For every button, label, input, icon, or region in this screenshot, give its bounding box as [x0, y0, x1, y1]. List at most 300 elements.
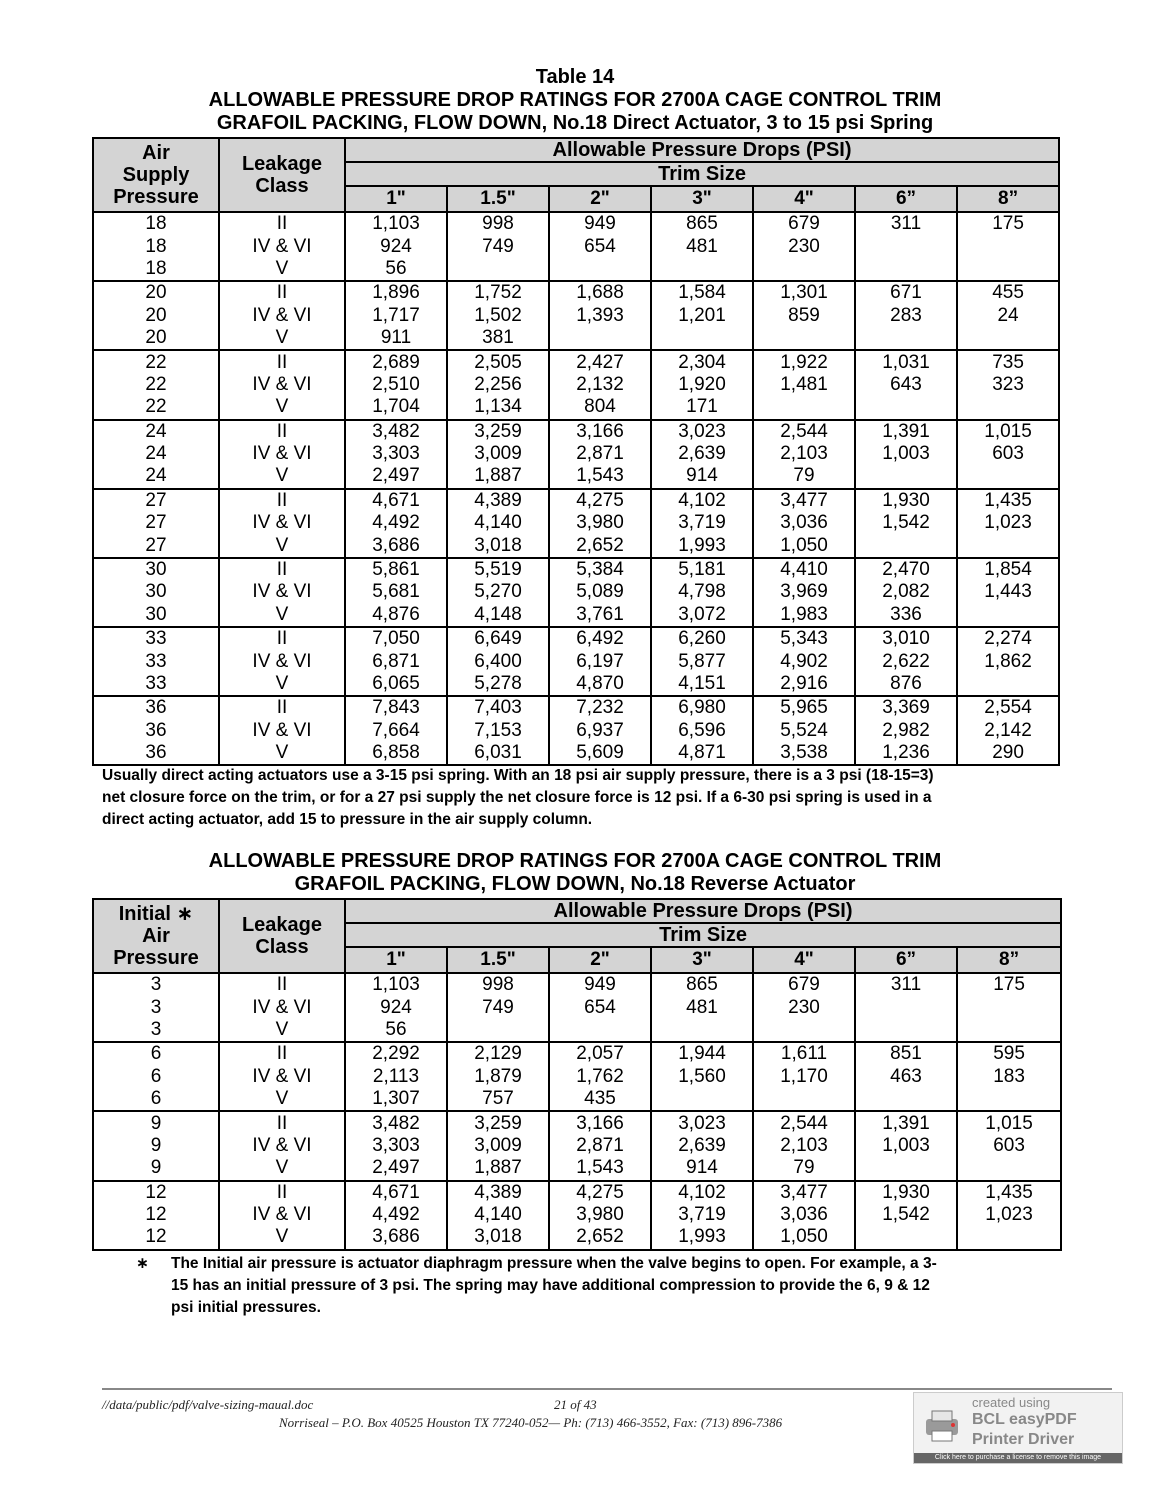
- pressure-drop-cell: 1,611: [753, 1042, 855, 1065]
- table1-title-line2: GRAFOIL PACKING, FLOW DOWN, No.18 Direct Actuator, 3 to 15 psi Spring: [216, 112, 934, 134]
- pressure-drop-cell: [957, 465, 1059, 488]
- table2-note-line: psi initial pressures.: [171, 1299, 321, 1316]
- leakage-class-cell: V: [219, 673, 345, 696]
- table-row: [93, 420, 1059, 443]
- trim-size-col: 4": [753, 947, 855, 973]
- pressure-drop-cell: [753, 396, 855, 419]
- table1-caption: Table 14: [535, 66, 615, 88]
- pressure-cell: 3: [93, 973, 219, 996]
- pressure-drop-cell: 654: [549, 235, 651, 257]
- pressure-drop-cell: 1,023: [957, 512, 1059, 534]
- pressure-drop-cell: 311: [855, 973, 957, 996]
- pressure-drop-cell: 7,843: [345, 696, 447, 719]
- leakage-class-cell: II: [219, 489, 345, 512]
- easypdf-badge[interactable]: [913, 1392, 1123, 1464]
- pressure-drop-cell: 4,492: [345, 512, 447, 534]
- trim-size-col: 8”: [957, 947, 1061, 973]
- pressure-drop-cell: 435: [549, 1088, 651, 1111]
- pressure-drop-cell: 3,259: [447, 420, 549, 443]
- pressure-drop-cell: 1,481: [753, 374, 855, 396]
- pressure-drop-cell: 2,103: [753, 443, 855, 465]
- table-row: [93, 1019, 1061, 1042]
- pressure-drop-cell: 6,596: [651, 720, 753, 742]
- pressure-drop-cell: [651, 1088, 753, 1111]
- leakage-class-cell: II: [219, 420, 345, 443]
- pressure-drop-cell: [855, 258, 957, 281]
- pressure-drop-cell: 6,871: [345, 650, 447, 672]
- pressure-cell: 6: [93, 1042, 219, 1065]
- pressure-drop-cell: 1,015: [957, 420, 1059, 443]
- pressure-drop-cell: 3,482: [345, 1111, 447, 1134]
- table-row: [93, 489, 1059, 512]
- pressure-cell: 24: [93, 443, 219, 465]
- pressure-drop-cell: [855, 235, 957, 257]
- pressure-cell: 18: [93, 235, 219, 257]
- leakage-class-cell: V: [219, 327, 345, 350]
- pressure-drop-cell: [549, 327, 651, 350]
- table-row: [93, 996, 1061, 1018]
- pressure-drop-cell: [855, 1157, 957, 1180]
- table-row: [93, 558, 1059, 581]
- pressure-drop-cell: 3,369: [855, 696, 957, 719]
- pressure-drop-cell: 1,879: [447, 1066, 549, 1088]
- pressure-drop-cell: 2,871: [549, 1135, 651, 1157]
- trim-size-col: 1": [345, 186, 447, 212]
- pressure-drop-cell: 1,887: [447, 465, 549, 488]
- leakage-class-cell: V: [219, 1019, 345, 1042]
- pressure-cell: 30: [93, 558, 219, 581]
- pressure-drop-cell: 3,018: [447, 1226, 549, 1249]
- table-row: [93, 1226, 1061, 1249]
- pressure-drop-cell: 3,303: [345, 1135, 447, 1157]
- pressure-drop-cell: 1,543: [549, 1157, 651, 1180]
- pressure-cell: 18: [93, 258, 219, 281]
- table-row: [93, 212, 1059, 235]
- pressure-drop-cell: 7,050: [345, 627, 447, 650]
- table-row: [93, 604, 1059, 627]
- pressure-drop-cell: 757: [447, 1088, 549, 1111]
- table-row: [93, 258, 1059, 281]
- pressure-drop-cell: 914: [651, 465, 753, 488]
- pressure-drop-cell: 1,688: [549, 281, 651, 304]
- pressure-drop-cell: [957, 604, 1059, 627]
- pressure-drop-cell: 2,652: [549, 534, 651, 557]
- pressure-drop-cell: [855, 465, 957, 488]
- pressure-drop-cell: 5,609: [549, 742, 651, 765]
- pressure-drop-cell: [447, 258, 549, 281]
- pressure-drop-cell: 2,129: [447, 1042, 549, 1065]
- pressure-drop-cell: 949: [549, 212, 651, 235]
- pressure-drop-cell: 6,031: [447, 742, 549, 765]
- pressure-drop-cell: 865: [651, 212, 753, 235]
- pressure-drop-cell: 1,170: [753, 1066, 855, 1088]
- pressure-drop-cell: 1,103: [345, 212, 447, 235]
- table-row: [93, 742, 1059, 765]
- pressure-drop-cell: 1,930: [855, 1181, 957, 1204]
- trim-size-col: 1.5": [447, 947, 549, 973]
- pressure-drop-cell: 865: [651, 973, 753, 996]
- pressure-drop-cell: 1,862: [957, 650, 1059, 672]
- pressure-drop-cell: 949: [549, 973, 651, 996]
- table1-note-line: Usually direct acting actuators use a 3-15 psi spring. With an 18 psi air supply pressure, there is a 3 psi (18-15=3): [102, 767, 934, 784]
- pressure-drop-cell: 455: [957, 281, 1059, 304]
- pressure-drop-cell: 3,719: [651, 1204, 753, 1226]
- pressure-drop-cell: [957, 996, 1061, 1018]
- pressure-drop-cell: [855, 1019, 957, 1042]
- leakage-class-cell: V: [219, 604, 345, 627]
- table2: [92, 898, 1062, 1251]
- pressure-cell: 6: [93, 1066, 219, 1088]
- table-row: [93, 235, 1059, 257]
- table1-note-line: direct acting actuator, add 15 to pressure in the air supply column.: [102, 811, 593, 828]
- pressure-drop-cell: 1,922: [753, 350, 855, 373]
- pressure-drop-cell: 3,477: [753, 489, 855, 512]
- pressure-drop-cell: 3,538: [753, 742, 855, 765]
- pressure-drop-cell: 4,102: [651, 489, 753, 512]
- pressure-drop-cell: 3,969: [753, 581, 855, 603]
- badge-product-name: BCL easyPDF: [972, 1411, 1077, 1428]
- trim-size-col: 8”: [957, 186, 1059, 212]
- pressure-drop-cell: [549, 258, 651, 281]
- pressure-drop-cell: 5,384: [549, 558, 651, 581]
- pressure-drop-cell: 1,762: [549, 1066, 651, 1088]
- pressure-cell: 9: [93, 1157, 219, 1180]
- pressure-drop-cell: 1,717: [345, 305, 447, 327]
- pressure-drop-cell: [549, 1019, 651, 1042]
- pressure-drop-cell: 3,018: [447, 534, 549, 557]
- pressure-drop-cell: 3,009: [447, 443, 549, 465]
- pressure-drop-cell: 7,664: [345, 720, 447, 742]
- pressure-drop-cell: 671: [855, 281, 957, 304]
- pressure-drop-cell: 6,400: [447, 650, 549, 672]
- pressure-drop-cell: 1,443: [957, 581, 1059, 603]
- pressure-drop-cell: 1,031: [855, 350, 957, 373]
- pressure-drop-cell: 914: [651, 1157, 753, 1180]
- pressure-drop-cell: 4,275: [549, 489, 651, 512]
- pressure-drop-cell: 3,023: [651, 420, 753, 443]
- pressure-drop-cell: [447, 1019, 549, 1042]
- pressure-drop-cell: 4,492: [345, 1204, 447, 1226]
- pressure-drop-cell: [957, 1088, 1061, 1111]
- pressure-drop-cell: 4,902: [753, 650, 855, 672]
- pressure-cell: 3: [93, 996, 219, 1018]
- pressure-drop-cell: 7,403: [447, 696, 549, 719]
- pressure-drop-cell: 1,391: [855, 420, 957, 443]
- table-row: [93, 650, 1059, 672]
- trim-size-col: 6”: [855, 186, 957, 212]
- pressure-drop-cell: 1,435: [957, 1181, 1061, 1204]
- pressure-cell: 30: [93, 581, 219, 603]
- pressure-cell: 33: [93, 650, 219, 672]
- pressure-drop-cell: 924: [345, 996, 447, 1018]
- leakage-class-cell: IV & VI: [219, 996, 345, 1018]
- pressure-cell: 12: [93, 1181, 219, 1204]
- pressure-drop-cell: 749: [447, 235, 549, 257]
- pressure-drop-cell: [957, 1019, 1061, 1042]
- pressure-drop-cell: 1,887: [447, 1157, 549, 1180]
- leakage-class-cell: II: [219, 212, 345, 235]
- pressure-drop-cell: 183: [957, 1066, 1061, 1088]
- pressure-drop-cell: 1,584: [651, 281, 753, 304]
- pressure-drop-cell: 2,510: [345, 374, 447, 396]
- pressure-drop-cell: 1,502: [447, 305, 549, 327]
- pressure-drop-cell: 911: [345, 327, 447, 350]
- pressure-drop-cell: [957, 235, 1059, 257]
- pressure-drop-cell: 2,292: [345, 1042, 447, 1065]
- table2-note-line: 15 has an initial pressure of 3 psi. The spring may have additional compression to provide the 6, 9 & 12: [171, 1277, 930, 1294]
- pressure-drop-cell: [651, 327, 753, 350]
- pressure-drop-cell: [957, 327, 1059, 350]
- table2-title-line1: ALLOWABLE PRESSURE DROP RATINGS FOR 2700A CAGE CONTROL TRIM: [208, 850, 942, 872]
- pressure-drop-cell: 3,482: [345, 420, 447, 443]
- pressure-drop-cell: 1,560: [651, 1066, 753, 1088]
- leakage-class-cell: II: [219, 973, 345, 996]
- pressure-drop-cell: 24: [957, 305, 1059, 327]
- pressure-drop-cell: 1,236: [855, 742, 957, 765]
- leakage-class-cell: IV & VI: [219, 443, 345, 465]
- pressure-drop-cell: 290: [957, 742, 1059, 765]
- pressure-drop-cell: 1,023: [957, 1204, 1061, 1226]
- pressure-drop-cell: 3,303: [345, 443, 447, 465]
- pressure-drop-cell: 3,686: [345, 1226, 447, 1249]
- leakage-class-cell: V: [219, 1157, 345, 1180]
- pressure-drop-cell: 7,232: [549, 696, 651, 719]
- pressure-cell: 27: [93, 534, 219, 557]
- pressure-drop-cell: 3,072: [651, 604, 753, 627]
- table-row: [93, 305, 1059, 327]
- pressure-drop-cell: 175: [957, 973, 1061, 996]
- pressure-cell: 36: [93, 720, 219, 742]
- pressure-drop-cell: 3,477: [753, 1181, 855, 1204]
- pressure-drop-cell: 2,132: [549, 374, 651, 396]
- pressure-drop-cell: 1,134: [447, 396, 549, 419]
- trim-size-col: 2": [549, 947, 651, 973]
- pressure-cell: 30: [93, 604, 219, 627]
- pressure-drop-cell: 56: [345, 1019, 447, 1042]
- table-row: [93, 673, 1059, 696]
- table-row: [93, 696, 1059, 719]
- pressure-drop-cell: 924: [345, 235, 447, 257]
- pressure-drop-cell: 2,082: [855, 581, 957, 603]
- pressure-drop-cell: 4,870: [549, 673, 651, 696]
- pressure-drop-cell: 5,519: [447, 558, 549, 581]
- leakage-class-cell: IV & VI: [219, 305, 345, 327]
- badge-created-using: created using: [972, 1395, 1051, 1410]
- table-row: [93, 350, 1059, 373]
- pressure-drop-cell: 3,036: [753, 1204, 855, 1226]
- table-row: [93, 1066, 1061, 1088]
- badge-product-type: Printer Driver: [972, 1431, 1075, 1448]
- pressure-drop-cell: 175: [957, 212, 1059, 235]
- leakage-class-cell: II: [219, 627, 345, 650]
- pressure-drop-cell: [753, 258, 855, 281]
- pressure-drop-cell: 3,761: [549, 604, 651, 627]
- leakage-class-cell: II: [219, 1042, 345, 1065]
- pressure-drop-cell: 1,854: [957, 558, 1059, 581]
- pressure-drop-cell: 643: [855, 374, 957, 396]
- pressure-drop-cell: 6,937: [549, 720, 651, 742]
- initial-air-pressure-header: Initial ∗ Air Pressure: [93, 899, 219, 973]
- pressure-drop-cell: 230: [753, 235, 855, 257]
- pressure-cell: 20: [93, 305, 219, 327]
- pressure-drop-cell: 3,980: [549, 1204, 651, 1226]
- pressure-drop-cell: 5,965: [753, 696, 855, 719]
- pressure-cell: 33: [93, 627, 219, 650]
- pressure-drop-cell: 1,391: [855, 1111, 957, 1134]
- table-row: [93, 1135, 1061, 1157]
- pressure-drop-cell: 851: [855, 1042, 957, 1065]
- pressure-drop-cell: 2,544: [753, 420, 855, 443]
- pressure-drop-cell: 1,993: [651, 534, 753, 557]
- pressure-drop-cell: 4,871: [651, 742, 753, 765]
- leakage-class-cell: II: [219, 696, 345, 719]
- pressure-cell: 9: [93, 1111, 219, 1134]
- pressure-drop-cell: 2,057: [549, 1042, 651, 1065]
- pressure-drop-cell: [957, 534, 1059, 557]
- pressure-drop-cell: 2,652: [549, 1226, 651, 1249]
- pressure-cell: 36: [93, 742, 219, 765]
- pressure-drop-cell: 5,278: [447, 673, 549, 696]
- pressure-drop-cell: [957, 396, 1059, 419]
- printer-icon: [920, 1407, 964, 1443]
- pressure-drop-cell: 5,877: [651, 650, 753, 672]
- pressure-drop-cell: 859: [753, 305, 855, 327]
- pressure-cell: 36: [93, 696, 219, 719]
- pressure-cell: 20: [93, 281, 219, 304]
- table-row: [93, 512, 1059, 534]
- pressure-drop-cell: 2,274: [957, 627, 1059, 650]
- footer-path: //data/public/pdf/valve-sizing-maual.doc: [102, 1397, 314, 1412]
- pressure-drop-cell: [855, 1088, 957, 1111]
- pressure-drop-cell: 1,050: [753, 534, 855, 557]
- leakage-class-cell: V: [219, 1088, 345, 1111]
- pressure-drop-cell: [753, 1088, 855, 1111]
- pressure-drop-cell: 4,151: [651, 673, 753, 696]
- table-row: [93, 1181, 1061, 1204]
- pressure-drop-cell: 3,166: [549, 420, 651, 443]
- pressure-drop-cell: 323: [957, 374, 1059, 396]
- pressure-drop-cell: 2,639: [651, 1135, 753, 1157]
- pressure-drop-cell: 4,148: [447, 604, 549, 627]
- pressure-cell: 24: [93, 420, 219, 443]
- pressure-drop-cell: 2,544: [753, 1111, 855, 1134]
- leakage-class-cell: V: [219, 258, 345, 281]
- pressure-drop-cell: 6,065: [345, 673, 447, 696]
- pressure-drop-cell: 5,270: [447, 581, 549, 603]
- pressure-cell: 20: [93, 327, 219, 350]
- pressure-drop-cell: 1,752: [447, 281, 549, 304]
- pressure-drop-cell: 2,622: [855, 650, 957, 672]
- pressure-drop-cell: 876: [855, 673, 957, 696]
- pressure-cell: 9: [93, 1135, 219, 1157]
- pressure-drop-cell: 381: [447, 327, 549, 350]
- pressure-drop-cell: 3,719: [651, 512, 753, 534]
- pressure-drop-cell: 3,166: [549, 1111, 651, 1134]
- trim-size-col: 6”: [855, 947, 957, 973]
- table-row: [93, 534, 1059, 557]
- pressure-drop-cell: 79: [753, 1157, 855, 1180]
- pressure-drop-cell: [753, 327, 855, 350]
- pressure-drop-cell: 749: [447, 996, 549, 1018]
- pressure-drop-cell: 2,505: [447, 350, 549, 373]
- pressure-drop-cell: [957, 258, 1059, 281]
- pressure-drop-cell: 6,858: [345, 742, 447, 765]
- leakage-class-cell: II: [219, 1111, 345, 1134]
- pressure-drop-cell: 230: [753, 996, 855, 1018]
- badge-license-link[interactable]: Click here to purchase a license to remove this image: [914, 1453, 1122, 1463]
- pressure-drop-cell: 1,704: [345, 396, 447, 419]
- pressure-drop-cell: 2,113: [345, 1066, 447, 1088]
- pressure-drop-cell: 1,050: [753, 1226, 855, 1249]
- trim-size-col: 3": [651, 186, 753, 212]
- table-row: [93, 281, 1059, 304]
- pressure-drop-cell: 4,275: [549, 1181, 651, 1204]
- trim-size-col: 1.5": [447, 186, 549, 212]
- pressure-drop-cell: 4,140: [447, 512, 549, 534]
- pressure-drop-cell: 804: [549, 396, 651, 419]
- pressure-drop-cell: 1,015: [957, 1111, 1061, 1134]
- pressure-cell: 22: [93, 374, 219, 396]
- pressure-drop-cell: [957, 673, 1059, 696]
- pressure-drop-cell: 6,492: [549, 627, 651, 650]
- pressure-drop-cell: 3,023: [651, 1111, 753, 1134]
- pressure-drop-cell: 463: [855, 1066, 957, 1088]
- pressure-cell: 12: [93, 1226, 219, 1249]
- leakage-class-cell: II: [219, 1181, 345, 1204]
- pressure-drop-cell: 603: [957, 443, 1059, 465]
- pressure-drop-cell: 2,497: [345, 1157, 447, 1180]
- table1-title-line1: ALLOWABLE PRESSURE DROP RATINGS FOR 2700A CAGE CONTROL TRIM: [208, 89, 942, 111]
- pressure-drop-cell: 2,916: [753, 673, 855, 696]
- leakage-class-cell: IV & VI: [219, 235, 345, 257]
- pressure-drop-cell: [855, 327, 957, 350]
- pressure-drop-cell: 1,393: [549, 305, 651, 327]
- pressure-drop-cell: 2,142: [957, 720, 1059, 742]
- pressure-drop-cell: [957, 1157, 1061, 1180]
- table-row: [93, 581, 1059, 603]
- table-row: [93, 1111, 1061, 1134]
- pressure-drop-cell: 679: [753, 973, 855, 996]
- pressure-drop-cell: 7,153: [447, 720, 549, 742]
- leakage-class-cell: IV & VI: [219, 512, 345, 534]
- table2-title-line2: GRAFOIL PACKING, FLOW DOWN, No.18 Reverse Actuator: [294, 873, 856, 895]
- pressure-cell: 3: [93, 1019, 219, 1042]
- pressure-drop-cell: 5,089: [549, 581, 651, 603]
- leakage-class-cell: IV & VI: [219, 1204, 345, 1226]
- table-row: [93, 1088, 1061, 1111]
- pressure-cell: 18: [93, 212, 219, 235]
- table1-note-line: net closure force on the trim, or for a 27 psi supply the net closure force is 12 psi. If a 6-30 psi spring is used in a: [102, 789, 932, 806]
- pressure-cell: 22: [93, 350, 219, 373]
- footer-address: Norriseal – P.O. Box 40525 Houston TX 77240-052— Ph: (713) 466-3552, Fax: (713) 896-7386: [279, 1415, 783, 1430]
- pressure-drop-cell: 5,861: [345, 558, 447, 581]
- pressure-drop-cell: 3,686: [345, 534, 447, 557]
- leakage-class-cell: V: [219, 534, 345, 557]
- pressure-drop-cell: 679: [753, 212, 855, 235]
- pressure-drop-cell: 1,201: [651, 305, 753, 327]
- pressure-drop-cell: 1,543: [549, 465, 651, 488]
- table-row: [93, 374, 1059, 396]
- pressure-drop-cell: 2,982: [855, 720, 957, 742]
- pressure-drop-cell: [957, 1226, 1061, 1249]
- pressure-cell: 12: [93, 1204, 219, 1226]
- leakage-class-cell: IV & VI: [219, 1135, 345, 1157]
- leakage-class-header: Leakage Class: [219, 899, 345, 973]
- pressure-drop-cell: 56: [345, 258, 447, 281]
- pressure-cell: 22: [93, 396, 219, 419]
- leakage-class-cell: V: [219, 1226, 345, 1249]
- leakage-class-cell: II: [219, 350, 345, 373]
